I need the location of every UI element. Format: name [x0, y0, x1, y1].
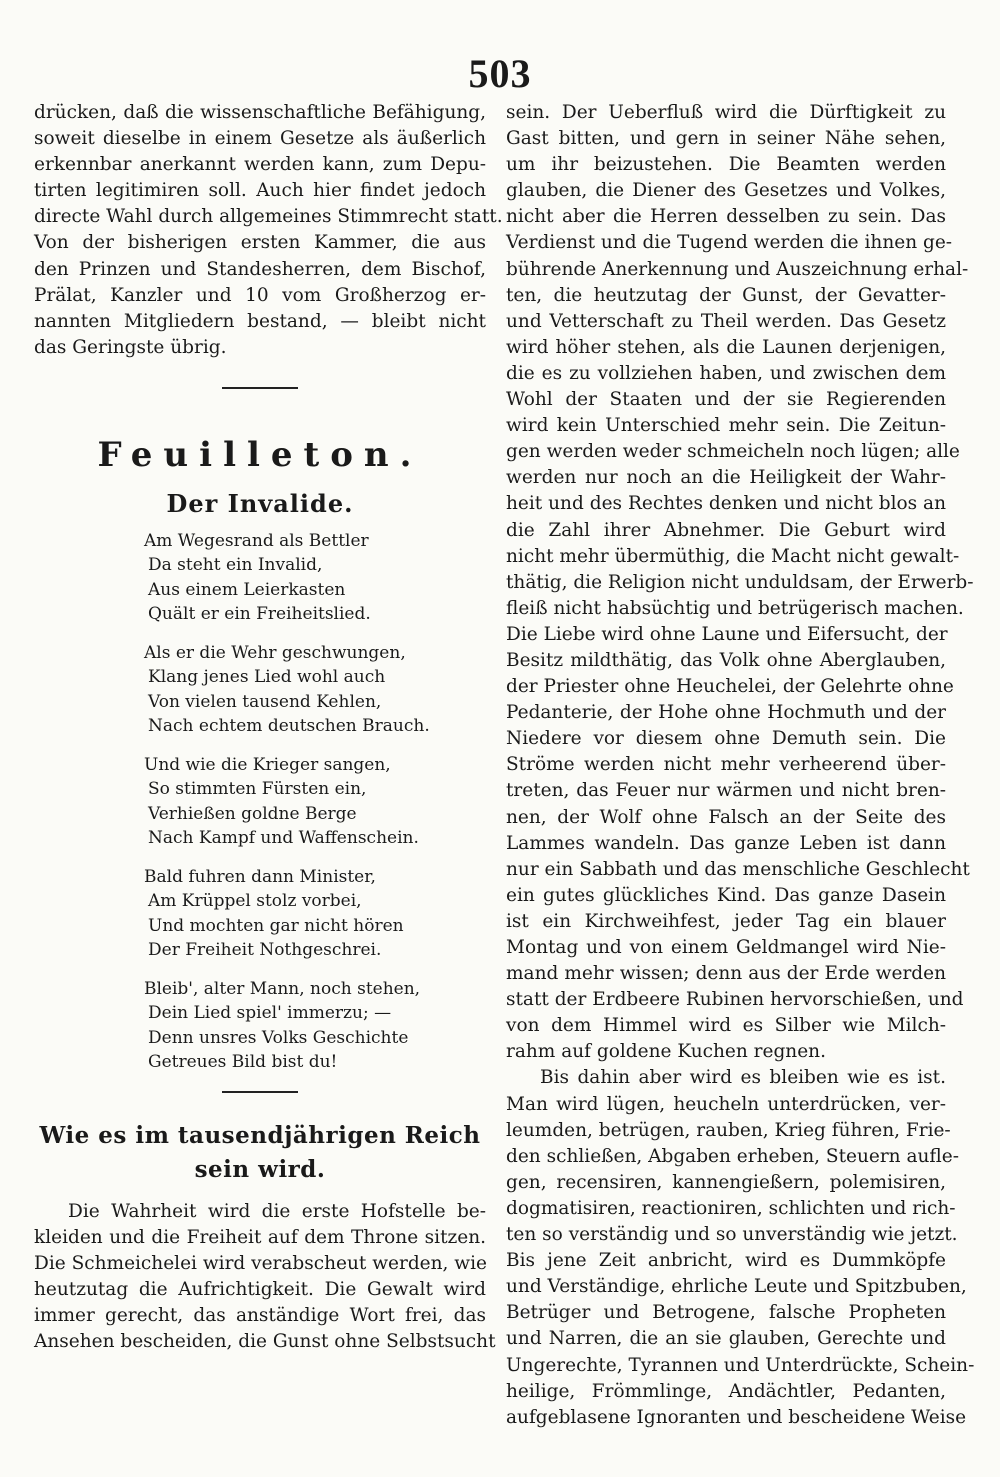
poem-stanza	[144, 641, 486, 739]
text-line: ein gutes glückliches Kind. Das ganze Dasein	[506, 884, 946, 906]
poem-stanza	[144, 753, 486, 851]
text-line: Besitz mildthätig, das Volk ohne Aberglauben,	[506, 649, 946, 671]
text-line: Verdienst und die Tugend werden die ihnen ge-	[506, 232, 953, 254]
text-line: statt der Erdbeere Rubinen hervorschießen, und	[506, 989, 964, 1011]
text-line: drücken, daß die wissenschaftliche Befähigung,	[34, 102, 486, 123]
text-line: Die Wahrheit wird die erste Hofstelle be-	[68, 1200, 486, 1222]
intro-paragraph	[34, 100, 503, 361]
poem-line: Und wie die Krieger sangen,	[144, 754, 391, 775]
text-line: nen, der Wolf ohne Falsch an der Seite des	[506, 806, 946, 828]
text-line: werden nur noch an die Heiligkeit der Wahr-	[506, 467, 946, 489]
text-line: treten, das Feuer nur wärmen und nicht bren-	[506, 780, 946, 802]
text-line: thätig, die Religion nicht unduldsam, der Erwerb-	[506, 571, 974, 593]
text-line: der Priester ohne Heuchelei, der Gelehrte ohne	[506, 676, 954, 698]
poem-line: Dein Lied spiel' immerzu; —	[148, 1003, 392, 1024]
text-line: ten, die heutzutag der Gunst, der Gevatter-	[506, 284, 946, 306]
text-line: die es zu vollziehen haben, und zwischen dem	[506, 362, 946, 384]
text-line: heutzutag die Aufrichtigkeit. Die Gewalt wird	[34, 1279, 486, 1301]
text-line: sein. Der Ueberfluß wird die Dürftigkeit zu	[506, 102, 946, 123]
text-line: Bis dahin aber wird es bleiben wie es ist.	[540, 1067, 946, 1089]
text-line: und Verständige, ehrliche Leute und Spitzbuben,	[506, 1276, 967, 1298]
text-line: bührende Anerkennung und Auszeichnung erhal-	[506, 258, 969, 280]
poem-line: Nach echtem deutschen Brauch.	[148, 716, 430, 737]
text-line: den schließen, Abgaben erheben, Steuern aufle-	[506, 1145, 959, 1167]
text-line: nur ein Sabbath und das menschliche Geschlecht	[506, 858, 970, 880]
poem-line: So stimmten Fürsten ein,	[148, 779, 367, 800]
text-line: Die Liebe wird ohne Laune und Eifersucht, der	[506, 623, 948, 645]
text-line: Wohl der Staaten und der sie Regierenden	[506, 389, 946, 411]
text-line: und Narren, die an sie glauben, Gerechte und	[506, 1328, 946, 1350]
text-line: Pedanterie, der Hohe ohne Hochmuth und der	[506, 702, 946, 724]
poem-title: Der Invalide.	[166, 488, 354, 518]
text-line: Ströme werden nicht mehr verheerend über-	[506, 754, 946, 776]
text-line: immer gerecht, das anständige Wort frei, das	[34, 1305, 486, 1327]
text-line: um ihr beizustehen. Die Beamten werden	[506, 154, 946, 176]
poem-line: Da steht ein Invalid,	[148, 555, 323, 576]
text-line: Die Schmeichelei wird verabscheut werden, wie	[34, 1253, 487, 1275]
section-divider	[222, 387, 298, 389]
text-line: aufgeblasene Ignoranten und bescheidene Weise	[506, 1406, 967, 1428]
left-column	[34, 100, 503, 1356]
article-title-line: Wie es im tausendjährigen Reich	[39, 1121, 481, 1149]
text-line: und Vetterschaft zu Theil werden. Das Gesetz	[506, 310, 946, 332]
text-line: wird kein Unterschied mehr sein. Die Zeitun-	[506, 415, 946, 437]
text-line: Bis jene Zeit anbricht, wird es Dummköpfe	[506, 1250, 946, 1272]
poem-line: Verhießen goldne Berge	[148, 803, 357, 824]
text-line: kleiden und die Freiheit auf dem Throne sitzen.	[34, 1227, 486, 1249]
text-line: Betrüger und Betrogene, falsche Propheten	[506, 1302, 946, 1324]
text-line: tirten legitimiren soll. Auch hier findet jedoch	[34, 180, 486, 202]
text-line: Prälat, Kanzler und 10 vom Großherzog er-	[34, 284, 486, 306]
right-column	[506, 100, 975, 1431]
feuilleton-heading: Feuilleton.	[97, 434, 423, 475]
poem-stanza	[144, 529, 486, 627]
poem-stanza	[144, 865, 486, 963]
poem-line: Getreues Bild bist du!	[148, 1052, 338, 1073]
text-line: Niedere vor diesem ohne Demuth sein. Die	[506, 728, 946, 750]
poem-line: Der Freiheit Nothgeschrei.	[148, 940, 382, 961]
text-line: nicht aber die Herren desselben zu sein. Das	[506, 206, 946, 228]
poem-line: Bald fuhren dann Minister,	[144, 866, 376, 887]
poem-line: Denn unsres Volks Geschichte	[148, 1027, 409, 1048]
article-paragraph	[34, 1199, 496, 1356]
article-title-line: sein wird.	[194, 1155, 326, 1183]
poem-line: Von vielen tausend Kehlen,	[148, 691, 382, 712]
text-line: leumden, betrügen, rauben, Krieg führen, Frie-	[506, 1119, 951, 1141]
text-line: glauben, die Diener des Gesetzes und Volkes,	[506, 180, 946, 202]
text-line: ten so verständig und so unverständig wie jetzt.	[506, 1224, 958, 1246]
poem-line: Nach Kampf und Waffenschein.	[148, 828, 419, 849]
section-divider	[222, 1091, 298, 1093]
text-line: von dem Himmel wird es Silber wie Milch-	[506, 1015, 946, 1037]
text-line: Ansehen bescheiden, die Gunst ohne Selbstsucht	[34, 1331, 496, 1353]
text-line: ist ein Kirchweihfest, jeder Tag ein blauer	[506, 910, 946, 932]
poem-line: Quält er ein Freiheitslied.	[148, 604, 371, 625]
text-line: mand mehr wissen; denn aus der Erde werden	[506, 963, 946, 985]
text-line: die Zahl ihrer Abnehmer. Die Geburt wird	[506, 519, 946, 541]
text-line: Von der bisherigen ersten Kammer, die aus	[34, 232, 486, 254]
text-line: Man wird lügen, heucheln unterdrücken, ver-	[506, 1093, 946, 1115]
text-line: Montag und von einem Geldmangel wird Nie-	[506, 937, 946, 958]
text-line: dogmatisiren, reactioniren, schlichten und rich-	[506, 1197, 956, 1219]
poem-line: Als er die Wehr geschwungen,	[144, 642, 406, 663]
text-line: erkennbar anerkannt werden kann, zum Depu-	[34, 154, 486, 176]
text-line: directe Wahl durch allgemeines Stimmrecht statt.	[34, 206, 503, 228]
text-line: Ungerechte, Tyrannen und Unterdrückte, Schein-	[506, 1354, 975, 1376]
poem-body	[144, 529, 486, 1075]
poem-line: Aus einem Leierkasten	[148, 579, 346, 600]
text-line: fleiß nicht habsüchtig und betrügerisch machen.	[506, 597, 964, 619]
article-paragraph-continued	[506, 100, 975, 1431]
poem-line: Am Krüppel stolz vorbei,	[148, 891, 362, 912]
text-line: soweit dieselbe in einem Gesetze als äußerlich	[34, 128, 486, 150]
poem-line: Am Wegesrand als Bettler	[144, 530, 369, 551]
poem-stanza	[144, 977, 486, 1075]
text-line: Gast bitten, und gern in seiner Nähe sehen,	[506, 128, 946, 150]
poem-line: Bleib', alter Mann, noch stehen,	[144, 978, 421, 999]
text-line: gen werden weder schmeicheln noch lügen; alle	[506, 441, 960, 463]
text-line: nannten Mitgliedern bestand, — bleibt nicht	[34, 310, 486, 332]
text-line: den Prinzen und Standesherren, dem Bischof,	[34, 258, 486, 280]
poem-line: Klang jenes Lied wohl auch	[148, 667, 386, 688]
text-line: Lammes wandeln. Das ganze Leben ist dann	[506, 832, 946, 854]
text-line: gen, recensiren, kannengießern, polemisiren,	[506, 1171, 946, 1193]
text-line: heit und des Rechtes denken und nicht blos an	[506, 493, 946, 515]
article-title	[34, 1119, 486, 1187]
page-number: 503	[468, 51, 532, 96]
text-line: nicht mehr übermüthig, die Macht nicht gewalt-	[506, 545, 960, 567]
poem-line: Und mochten gar nicht hören	[148, 915, 404, 936]
text-line: wird höher stehen, als die Launen derjenigen,	[506, 336, 946, 358]
text-line: rahm auf goldene Kuchen regnen.	[506, 1041, 826, 1063]
text-line: das Geringste übrig.	[34, 336, 227, 358]
text-line: heilige, Frömmlinge, Andächtler, Pedanten,	[506, 1380, 946, 1402]
